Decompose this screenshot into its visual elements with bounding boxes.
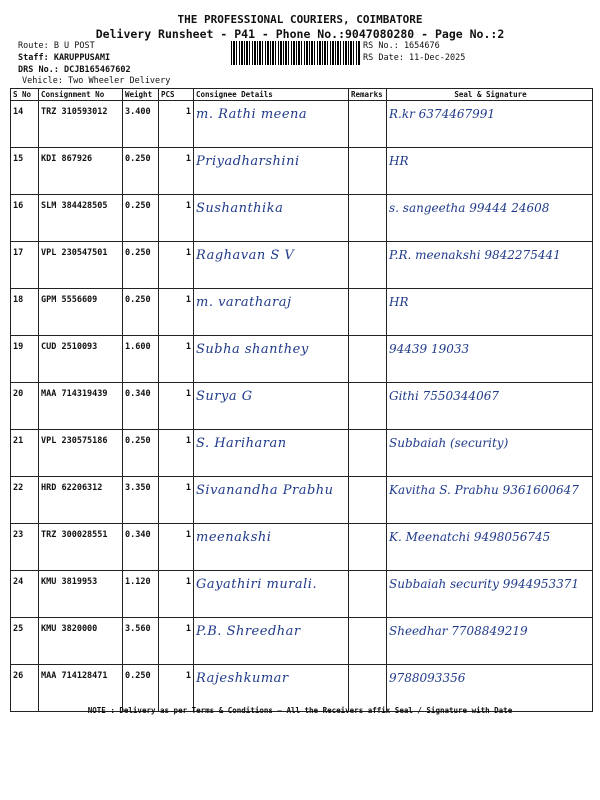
weight-cell: 0.250 — [123, 148, 159, 195]
pcs-cell: 1 — [159, 524, 194, 571]
sno-cell: 24 — [11, 571, 39, 618]
remarks-cell — [349, 148, 387, 195]
col-header-consignee: Consignee Details — [194, 89, 349, 101]
consignee-handwritten-name: Rajeshkumar — [196, 671, 289, 686]
remarks-cell — [349, 101, 387, 148]
pcs-cell: 1 — [159, 571, 194, 618]
consignment-cell: MAA 714128471 — [39, 665, 123, 712]
handwritten-signature: P.R. meenakshi 9842275441 — [389, 248, 561, 262]
route-label: Route: B U POST — [18, 41, 95, 51]
remarks-cell — [349, 524, 387, 571]
handwritten-signature: Subbaiah security 9944953371 — [389, 577, 580, 591]
weight-cell: 3.350 — [123, 477, 159, 524]
consignee-cell — [194, 524, 349, 571]
weight-cell: 1.120 — [123, 571, 159, 618]
consignee-cell — [194, 477, 349, 524]
sno-cell: 14 — [11, 101, 39, 148]
consignee-cell — [194, 148, 349, 195]
runsheet-table — [10, 88, 593, 712]
handwritten-signature: Kavitha S. Prabhu 9361600647 — [389, 483, 579, 497]
col-header-sno: S No — [11, 89, 39, 101]
table-row — [11, 665, 593, 712]
table-row — [11, 430, 593, 477]
consignment-cell: CUD 2510093 — [39, 336, 123, 383]
weight-cell: 0.250 — [123, 195, 159, 242]
handwritten-signature: HR — [389, 154, 409, 168]
consignee-cell — [194, 383, 349, 430]
sno-cell: 20 — [11, 383, 39, 430]
pcs-cell: 1 — [159, 101, 194, 148]
pcs-cell: 1 — [159, 665, 194, 712]
table-row — [11, 477, 593, 524]
remarks-cell — [349, 571, 387, 618]
pcs-cell: 1 — [159, 618, 194, 665]
sno-cell: 19 — [11, 336, 39, 383]
consignment-cell: VPL 230575186 — [39, 430, 123, 477]
signature-cell — [387, 430, 593, 477]
consignee-handwritten-name: meenakshi — [196, 530, 272, 545]
remarks-cell — [349, 289, 387, 336]
consignment-cell: GPM 5556609 — [39, 289, 123, 336]
handwritten-signature: Sheedhar 7708849219 — [389, 624, 528, 638]
consignment-cell: HRD 62206312 — [39, 477, 123, 524]
sno-cell: 16 — [11, 195, 39, 242]
handwritten-signature: 94439 19033 — [389, 342, 470, 356]
col-header-consignment: Consignment No — [39, 89, 123, 101]
weight-cell: 0.340 — [123, 383, 159, 430]
consignee-cell — [194, 289, 349, 336]
remarks-cell — [349, 618, 387, 665]
table-row — [11, 148, 593, 195]
sno-cell: 22 — [11, 477, 39, 524]
consignment-cell: TRZ 310593012 — [39, 101, 123, 148]
consignment-cell: VPL 230547501 — [39, 242, 123, 289]
consignment-cell: SLM 384428505 — [39, 195, 123, 242]
consignee-handwritten-name: Surya G — [196, 389, 253, 404]
consignment-cell: KMU 3819953 — [39, 571, 123, 618]
rs-number: RS No.: 1654676 — [363, 41, 440, 51]
consignee-cell — [194, 195, 349, 242]
table-row — [11, 195, 593, 242]
footer-note: NOTE : Delivery as per Terms & Conditions — All the Receivers affix Seal / Signature with Date — [87, 706, 513, 715]
signature-cell — [387, 618, 593, 665]
table-row — [11, 524, 593, 571]
consignment-cell: KMU 3820000 — [39, 618, 123, 665]
remarks-cell — [349, 477, 387, 524]
pcs-cell: 1 — [159, 195, 194, 242]
consignee-handwritten-name: Gayathiri murali. — [196, 577, 318, 592]
signature-cell — [387, 524, 593, 571]
table-row — [11, 336, 593, 383]
sno-cell: 21 — [11, 430, 39, 477]
consignment-cell: MAA 714319439 — [39, 383, 123, 430]
signature-cell — [387, 383, 593, 430]
consignee-handwritten-name: Sushanthika — [196, 201, 284, 216]
consignee-handwritten-name: S. Hariharan — [196, 436, 287, 451]
remarks-cell — [349, 665, 387, 712]
weight-cell: 0.250 — [123, 242, 159, 289]
signature-cell — [387, 242, 593, 289]
weight-cell: 0.340 — [123, 524, 159, 571]
consignee-cell — [194, 430, 349, 477]
pcs-cell: 1 — [159, 289, 194, 336]
remarks-cell — [349, 430, 387, 477]
handwritten-signature: Subbaiah (security) — [389, 436, 509, 450]
consignee-handwritten-name: m. Rathi meena — [196, 107, 308, 122]
drs-number: DRS No.: DCJB165467602 — [18, 65, 131, 75]
col-header-pcs: PCS — [159, 89, 194, 101]
pcs-cell: 1 — [159, 242, 194, 289]
sno-cell: 26 — [11, 665, 39, 712]
consignee-cell — [194, 101, 349, 148]
sno-cell: 25 — [11, 618, 39, 665]
sno-cell: 18 — [11, 289, 39, 336]
rs-date: RS Date: 11-Dec-2025 — [363, 53, 466, 63]
pcs-cell: 1 — [159, 383, 194, 430]
consignee-handwritten-name: Priyadharshini — [196, 154, 300, 169]
table-row — [11, 101, 593, 148]
consignee-cell — [194, 571, 349, 618]
consignee-handwritten-name: m. varatharaj — [196, 295, 292, 310]
handwritten-signature: R.kr 6374467991 — [389, 107, 496, 121]
col-header-remarks: Remarks — [349, 89, 387, 101]
company-title: THE PROFESSIONAL COURIERS, COIMBATORE — [177, 13, 423, 26]
weight-cell: 0.250 — [123, 289, 159, 336]
consignee-handwritten-name: Subha shanthey — [196, 342, 309, 357]
consignee-cell — [194, 618, 349, 665]
weight-cell: 0.250 — [123, 665, 159, 712]
table-row — [11, 242, 593, 289]
table-row — [11, 571, 593, 618]
pcs-cell: 1 — [159, 430, 194, 477]
remarks-cell — [349, 195, 387, 242]
consignee-cell — [194, 242, 349, 289]
signature-cell — [387, 477, 593, 524]
consignment-cell: TRZ 300028551 — [39, 524, 123, 571]
col-header-weight: Weight — [123, 89, 159, 101]
table-row — [11, 383, 593, 430]
consignment-cell: KDI 867926 — [39, 148, 123, 195]
col-header-signature: Seal & Signature — [387, 89, 593, 101]
consignee-handwritten-name: Sivanandha Prabhu — [196, 483, 334, 498]
handwritten-signature: 9788093356 — [389, 671, 466, 685]
weight-cell: 3.560 — [123, 618, 159, 665]
signature-cell — [387, 148, 593, 195]
pcs-cell: 1 — [159, 336, 194, 383]
sno-cell: 17 — [11, 242, 39, 289]
weight-cell: 1.600 — [123, 336, 159, 383]
handwritten-signature: s. sangeetha 99444 24608 — [389, 201, 550, 215]
handwritten-signature: HR — [389, 295, 409, 309]
pcs-cell: 1 — [159, 148, 194, 195]
consignee-cell — [194, 336, 349, 383]
signature-cell — [387, 665, 593, 712]
remarks-cell — [349, 336, 387, 383]
barcode-image — [231, 41, 361, 65]
vehicle-label: Vehicle: Two Wheeler Delivery — [22, 76, 171, 86]
signature-cell — [387, 195, 593, 242]
consignee-handwritten-name: Raghavan S V — [196, 248, 295, 263]
consignee-cell — [194, 665, 349, 712]
sno-cell: 15 — [11, 148, 39, 195]
table-header-row — [11, 89, 593, 101]
staff-label: Staff: KARUPPUSAMI — [18, 53, 111, 63]
sno-cell: 23 — [11, 524, 39, 571]
consignee-handwritten-name: P.B. Shreedhar — [196, 624, 301, 639]
signature-cell — [387, 336, 593, 383]
weight-cell: 3.400 — [123, 101, 159, 148]
runsheet-subtitle: Delivery Runsheet - P41 - Phone No.:9047080280 - Page No.:2 — [95, 27, 505, 41]
weight-cell: 0.250 — [123, 430, 159, 477]
handwritten-signature: K. Meenatchi 9498056745 — [389, 530, 551, 544]
signature-cell — [387, 289, 593, 336]
table-row — [11, 289, 593, 336]
pcs-cell: 1 — [159, 477, 194, 524]
remarks-cell — [349, 242, 387, 289]
table-row — [11, 618, 593, 665]
handwritten-signature: Githi 7550344067 — [389, 389, 499, 403]
remarks-cell — [349, 383, 387, 430]
signature-cell — [387, 571, 593, 618]
signature-cell — [387, 101, 593, 148]
